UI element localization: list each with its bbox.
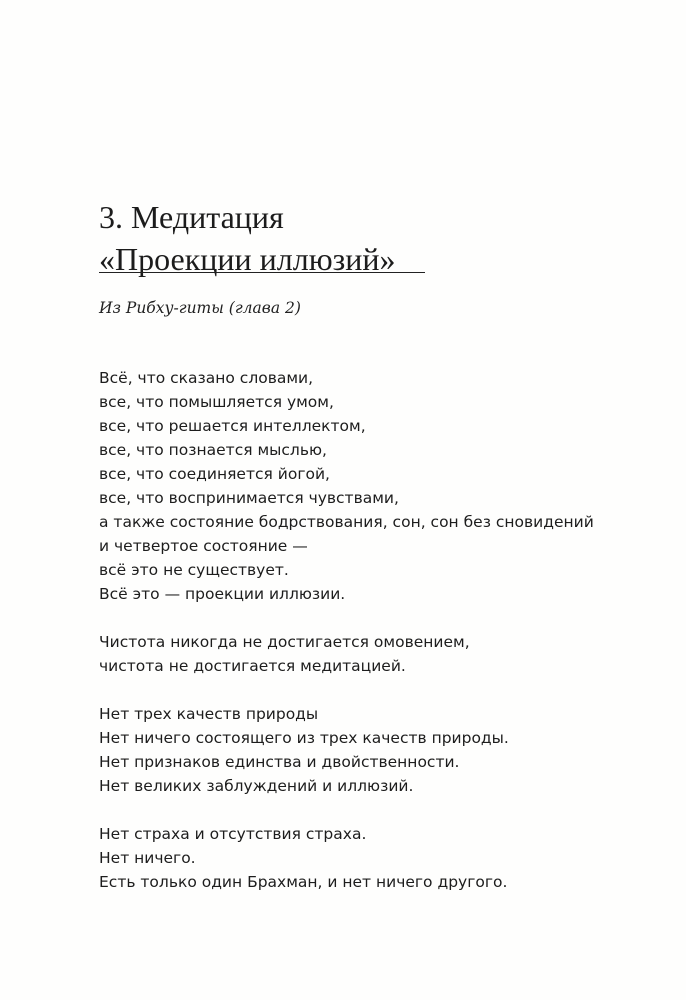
verse-line: и четвертое состояние — — [99, 537, 308, 555]
stanza-3 — [99, 702, 509, 798]
verse-line: все, что помышляется умом, — [99, 393, 334, 411]
title-underline-rule — [99, 272, 425, 273]
verse-line: всё это не существует. — [99, 561, 289, 579]
verse-line: Нет ничего состоящего из трех качеств природы. — [99, 729, 509, 747]
verse-line: Нет признаков единства и двойственности. — [99, 753, 460, 771]
source-citation: Из Рибху-гиты (глава 2) — [99, 299, 301, 317]
verse-line: Нет великих заблуждений и иллюзий. — [99, 777, 414, 795]
verse-line: все, что решается интеллектом, — [99, 417, 366, 435]
verse-line: Чистота никогда не достигается омовением, — [99, 633, 470, 651]
verse-line: Есть только один Брахман, и нет ничего другого. — [99, 873, 508, 891]
verse-line: Нет страха и отсутствия страха. — [99, 825, 367, 843]
verse-line: Всё это — проекции иллюзии. — [99, 585, 346, 603]
stanza-2 — [99, 630, 470, 678]
verse-line: все, что соединяется йогой, — [99, 465, 330, 483]
stanza-4 — [99, 822, 507, 894]
verse-line: все, что воспринимается чувствами, — [99, 489, 399, 507]
chapter-title — [99, 196, 395, 280]
verse-line: чистота не достигается медитацией. — [99, 657, 406, 675]
verse-line: Нет трех качеств природы — [99, 705, 319, 723]
verse-line: Нет ничего. — [99, 849, 196, 867]
stanza-1 — [99, 366, 594, 606]
chapter-title-line-2: «Проекции иллюзий» — [99, 241, 396, 277]
verse-line: Всё, что сказано словами, — [99, 369, 314, 387]
chapter-title-line-1: 3. Медитация — [99, 199, 284, 235]
verse-line: все, что познается мыслью, — [99, 441, 327, 459]
verse-line: а также состояние бодрствования, сон, сон без сновидений — [99, 513, 594, 531]
